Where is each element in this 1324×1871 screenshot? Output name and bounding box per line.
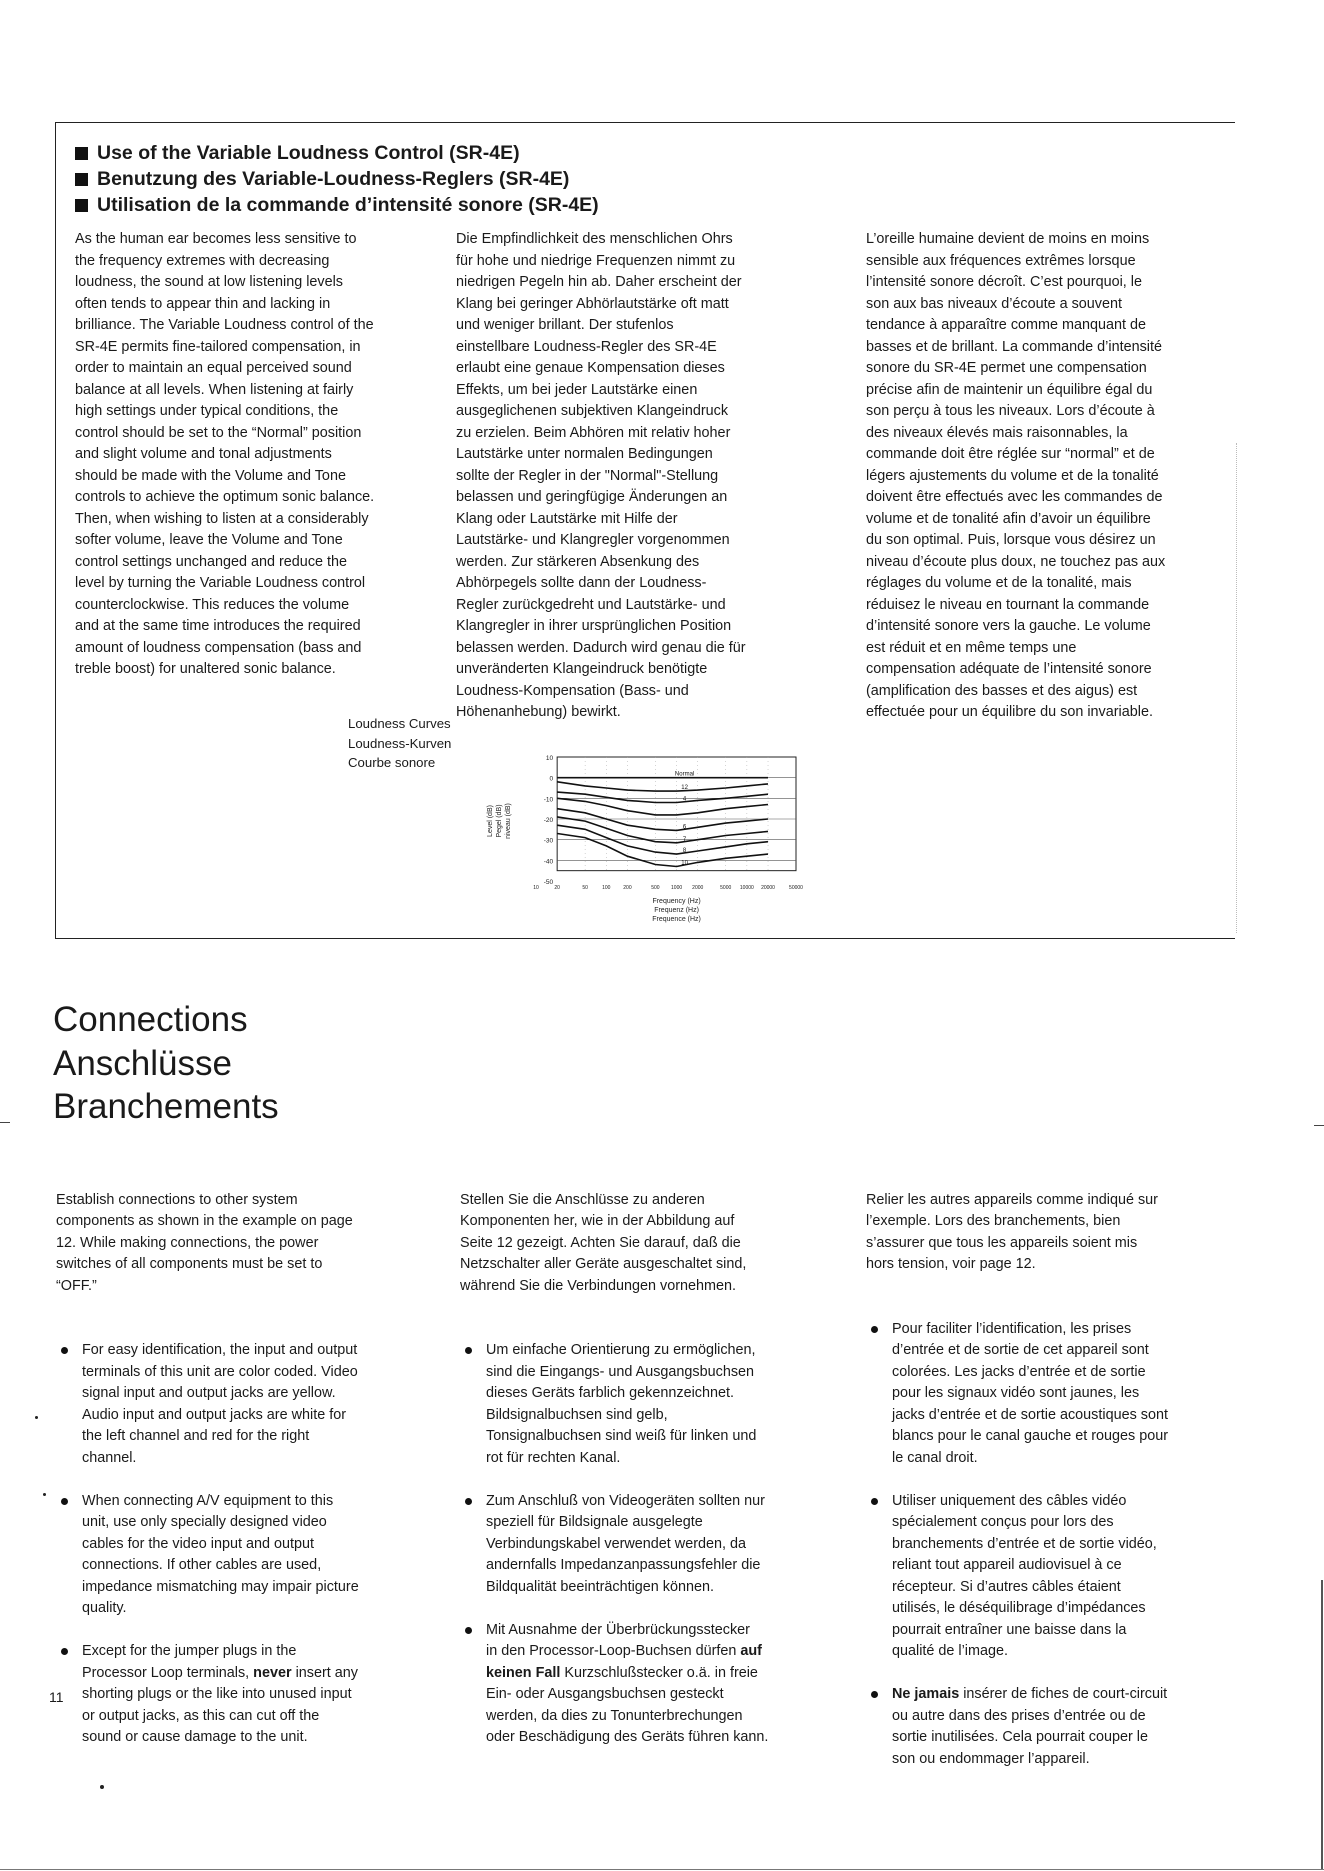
x-axis-label: Frequenz (Hz): [654, 907, 699, 914]
scan-edge: [1319, 1580, 1323, 1870]
y-tick-label: 0: [549, 775, 554, 783]
loudness-text-german: Die Empfindlichkeit des menschlichen Ohrs für hohe und niedrige Frequenzen nimmt zu niedrigen Pegeln hin ab. Daher erscheint der Klang bei geringer Abhörlautstärke oft matt und weniger brillant. Der stufenlos einstellbare Loudness-Regler des SR-4E erlaubt eine genaue Kompensation dieses Effekts, um bei jeder Lautstärke einen ausgeglichenen subjektiven Klangeindruck zu erzielen. Beim Abhören mit relativ hoher Lautstärke unter normalen Bedingungen sollte der Regler in der "Normal"-Stellung belassen und geringfügige Änderungen an Klang oder Lautstärke mit Hilfe der Lautstärke- und Klangregler vorgenommen werden. Zur stärkeren Absenkung des Abhörpegels sollte dann der Loudness- Regler zurückgedreht und Lautstärke- und Klangregler in ihrer ursprünglichen Position belassen werden. Dadurch wird genau die für unveränderten Klangeindruck benötigte Loudness-Kompensation (Bass- und Höhenanhebung) bewirkt.: [456, 231, 746, 720]
loudness-text-english: As the human ear becomes less sensitive to the frequency extremes with decreasing loudness, the sound at low listening levels often tends to appear thin and lacking in brilliance. The Variable Loudness control of the SR-4E permits fine-tailored compensation, in order to maintain an equal perceived sound balance at all levels. When listening at fairly high settings under typical conditions, the control should be set to the “Normal” position and slight volume and tonal adjustments should be made with the Volume and Tone controls to achieve the optimum sonic balance. Then, when wishing to listen at a considerably softer volume, leave the Volume and Tone control settings unchanged and reduce the level by turning the Variable Loudness control counterclockwise. This reduces the volume and at the same time introduces the required amount of loudness compensation (bass and treble boost) for unaltered sonic balance.: [75, 231, 375, 677]
series-line: [557, 782, 768, 791]
series-label: 4: [682, 796, 687, 803]
caption-english: Loudness Curves: [348, 716, 451, 731]
list-item: When connecting A/V equipment to this unit, use only specially designed video cables for the video input and output connections. If other cables are used, impedance mismatching may impair picture quality.: [56, 1491, 426, 1620]
connections-bullets-french: [866, 1297, 1236, 1792]
connections-bullets-german: [460, 1319, 860, 1771]
list-item: Zum Anschluß von Videogeräten sollten nur speziell für Bildsignale ausgelegte Verbindungskabel verwendet werden, da andernfalls Impedanzanpassungsfehler die Bildqualität beeinträchtigen können.: [460, 1491, 860, 1599]
series-label: 12: [681, 785, 688, 792]
heading-french: [75, 192, 599, 218]
x-tick-label: 200: [623, 885, 632, 891]
connections-column-french: [866, 1168, 1236, 1813]
connections-title-french: Branchements: [53, 1087, 279, 1126]
y-axis-label: Pegel (dB): [496, 804, 503, 838]
list-item: Um einfache Orientierung zu ermöglichen, sind die Eingangs- und Ausgangsbuchsen dieses Geräts farblich gekennzeichnet. Bildsignalbuchsen sind gelb, Tonsignalbuchsen sind weiß für linken und rot für rechten Kanal.: [460, 1340, 860, 1469]
series-line: [557, 792, 768, 802]
series-label: 10: [681, 860, 688, 867]
square-bullet-icon: [75, 147, 88, 160]
y-tick-label: -40: [543, 858, 554, 866]
scan-dot: [43, 1493, 46, 1496]
list-item: Ne jamais insérer de fiches de court-circuit ou autre dans des prises d’entrée ou de sortie inutilisées. Cela pourrait couper le son ou endommager l’appareil.: [866, 1684, 1236, 1770]
x-tick-label: 500: [651, 885, 660, 891]
loudness-curves-chart: [478, 745, 818, 935]
x-tick-label: 1000: [671, 885, 683, 891]
caption-french: Courbe sonore: [348, 755, 436, 770]
list-item: Utiliser uniquement des câbles vidéo spécialement conçus pour lors des branchements d’entrée et de sortie vidéo, reliant tout appareil audiovisuel à ce récepteur. Si d’autres câbles étaient utilisés, le déséquilibrage d’impédances pourrait entraîner une baisse dans la qualité de l’image.: [866, 1491, 1236, 1663]
series-label: 6: [682, 824, 687, 831]
loudness-headings: [75, 140, 599, 218]
y-tick-label: -30: [543, 837, 554, 845]
y-axis-label: Level (dB): [487, 805, 494, 837]
series-line: [557, 809, 768, 831]
x-tick-label: 5000: [720, 885, 732, 891]
x-tick-label: 20000: [761, 885, 775, 891]
x-tick-label: 10000: [739, 885, 754, 891]
scan-edge: [0, 1869, 1324, 1870]
heading-english-text: Use of the Variable Loudness Control (SR-4E): [97, 142, 520, 164]
series-label: 8: [682, 848, 687, 855]
x-axis-label: Frequency (Hz): [652, 898, 701, 905]
scan-dot: [35, 1416, 38, 1419]
x-tick-label: 20: [554, 885, 560, 891]
y-tick-label: -10: [543, 796, 554, 804]
scan-dot: [100, 1785, 104, 1789]
connections-title-english: Connections: [53, 1000, 248, 1039]
y-tick-label: 10: [545, 755, 554, 762]
heading-german: [75, 166, 599, 192]
connections-intro-english: Establish connections to other system components as shown in the example on page 12. While making connections, the power switches of all components must be set to “OFF.”: [56, 1191, 353, 1294]
margin-mark: [1314, 1125, 1324, 1126]
list-item: Except for the jumper plugs in the Processor Loop terminals, never insert any shorting plugs or the like into unused input or output jacks, as this can cut off the sound or cause damage to the unit.: [56, 1641, 426, 1749]
page-number: 11: [49, 1689, 64, 1705]
loudness-text-french: L’oreille humaine devient de moins en moins sensible aux fréquences extrêmes lorsque l’intensité sonore décroît. C’est pourquoi, le son aux bas niveaux d’écoute a souvent tendance à apparaître comme manquant de basses et de brillant. La commande d’intensité sonore du SR-4E permet une compensation précise afin de maintenir un équilibre égal du son perçu à tous les niveaux. Lors d’écoute à des niveaux élevés mais raisonnables, la commande doit être réglée sur “normal” et de légers ajustements du volume et de la tonalité doivent être effectués avec les commandes de volume et de tonalité afin d’avoir un équilibre du son optimal. Puis, lorsque vous désirez un niveau d’écoute plus doux, ne touchez pas aux réglages du volume et de la tonalité, mais réduisez le niveau en tournant la commande d’intensité sonore vers la gauche. Le volume est réduit et en même temps une compensation adéquate de l’intensité sonore (amplification des basses et des aigus) est effectuée pour un équilibre du son invariable.: [866, 231, 1166, 720]
square-bullet-icon: [75, 173, 88, 186]
heading-german-text: Benutzung des Variable-Loudness-Reglers (SR-4E): [97, 168, 570, 190]
figure-captions: [348, 714, 451, 773]
x-tick-label: 50: [582, 885, 588, 891]
series-line: [557, 798, 768, 815]
series-line: [557, 834, 768, 867]
connections-title: [53, 998, 279, 1129]
connections-intro-german: Stellen Sie die Anschlüsse zu anderen Komponenten her, wie in der Abbildung auf Seite 12 gezeigt. Achten Sie darauf, daß die Netzschalter aller Geräte ausgeschaltet sind, während Sie die Verbindungen vornehmen.: [460, 1191, 747, 1294]
connections-intro-french: Relier les autres appareils comme indiqué sur l’exemple. Lors des branchements, bien s’assurer que tous les appareils soient mis hors tension, voir page 12.: [866, 1191, 1158, 1272]
heading-english: [75, 140, 599, 166]
list-item: For easy identification, the input and output terminals of this unit are color coded. Video signal input and output jacks are yellow. Audio input and output jacks are white for the left channel and red for the right channel.: [56, 1340, 426, 1469]
x-tick-label: 10: [533, 885, 539, 891]
connections-bullets-english: [56, 1319, 426, 1771]
x-tick-label: 50000: [789, 885, 803, 891]
connections-column-german: [460, 1168, 860, 1792]
series-label: 7: [682, 836, 687, 843]
y-tick-label: -20: [543, 817, 554, 824]
x-tick-label: 2000: [692, 885, 704, 891]
x-tick-label: 100: [602, 885, 611, 891]
connections-column-english: [56, 1168, 426, 1792]
margin-mark: [0, 1122, 10, 1123]
y-axis-label: niveau (dB): [505, 803, 512, 839]
x-axis-label: Frequence (Hz): [652, 916, 701, 923]
heading-french-text: Utilisation de la commande d’intensité sonore (SR-4E): [97, 194, 599, 216]
square-bullet-icon: [75, 199, 88, 212]
y-tick-label: -50: [543, 879, 554, 886]
connections-title-german: Anschlüsse: [53, 1043, 232, 1083]
series-label: Normal: [674, 771, 695, 778]
list-item: Pour faciliter l’identification, les prises d’entrée et de sortie de cet appareil sont colorées. Les jacks d’entrée et de sortie pour les signaux vidéo sont jaunes, les jacks d’entrée et de sortie acoustiques sont blancs pour le canal gauche et rouges pour le canal droit.: [866, 1319, 1236, 1470]
list-item: Mit Ausnahme der Überbrückungsstecker in den Processor-Loop-Buchsen dürfen auf keinen Fall Kurzschlußstecker o.ä. in freie Ein- oder Ausgangsbuchsen gesteckt werden, da dies zu Tonunterbrechungen oder Beschädigung des Geräts führen kann.: [460, 1620, 860, 1749]
caption-german: Loudness-Kurven: [348, 735, 452, 751]
box-right-edge: [1235, 443, 1237, 933]
